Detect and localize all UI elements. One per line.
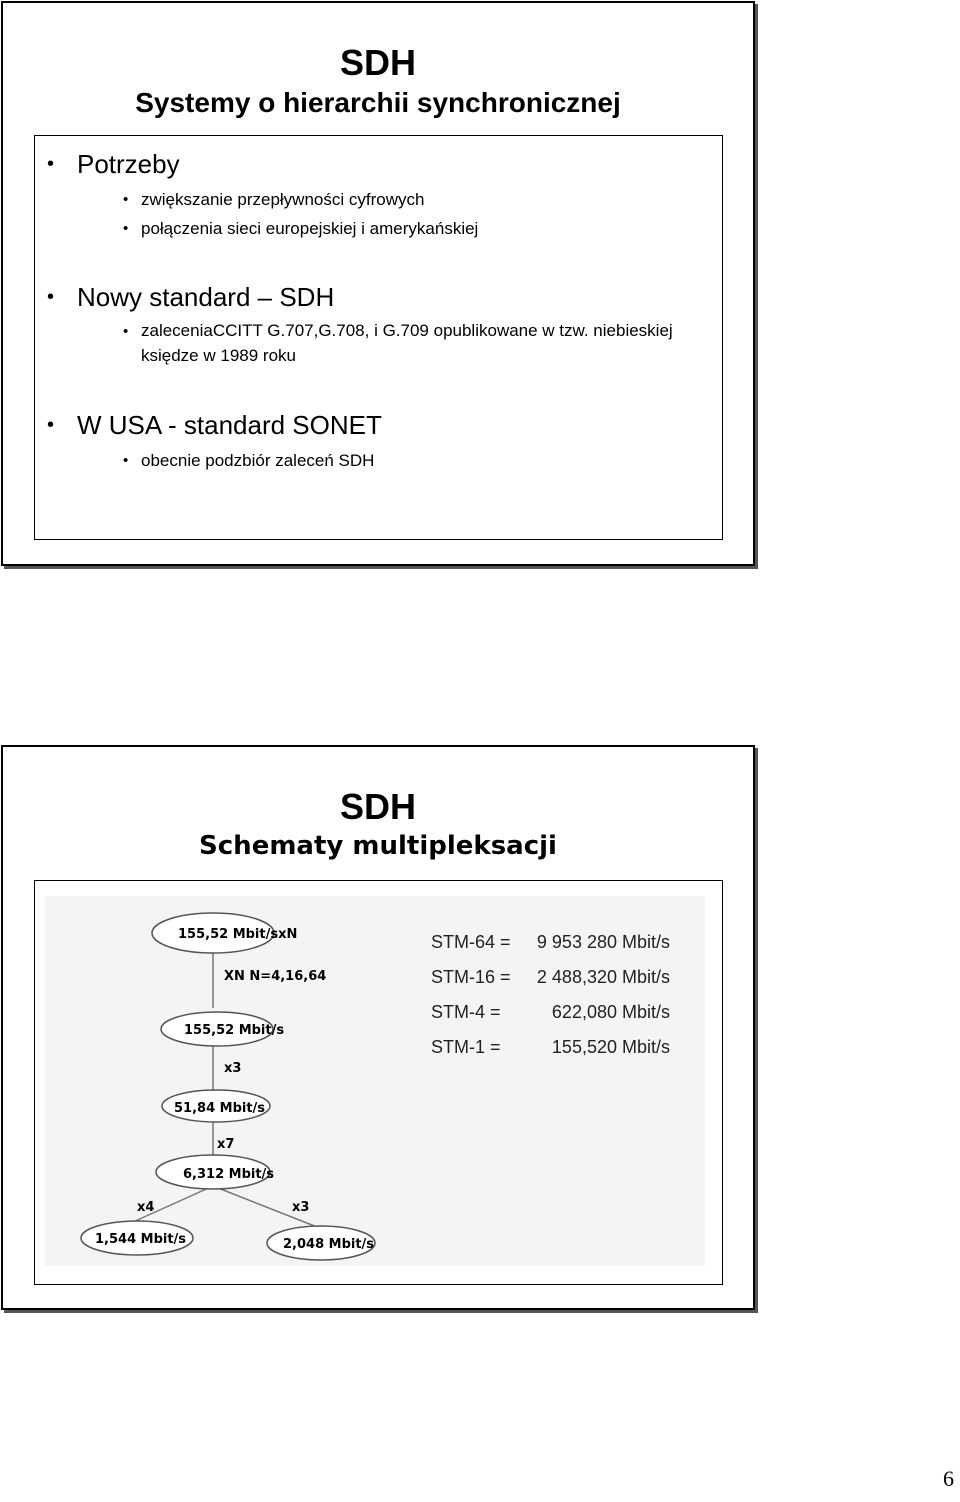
multiplexing-diagram <box>45 896 705 1266</box>
node-label: 51,84 Mbit/s <box>174 1101 266 1116</box>
slide-subtitle: Schematy multipleksacji <box>199 831 557 861</box>
stm-rate: 622,080 Mbit/s <box>551 1002 670 1022</box>
edge-label: x7 <box>217 1137 235 1152</box>
stm-rate: 2 488,320 Mbit/s <box>536 967 670 987</box>
slide-title: SDH <box>339 786 416 827</box>
multiplexing-tree <box>45 896 705 1266</box>
edge-label: XN N=4,16,64 <box>224 969 327 984</box>
stm-level: STM-64 = <box>431 932 511 952</box>
slide-title: SDH <box>339 42 416 83</box>
edge-label: x4 <box>137 1200 155 1215</box>
edge-label: x3 <box>292 1200 310 1215</box>
content-box: Potrzeby zwiększanie przepływności cyfrowych połączenia sieci europejskiej i amerykańskiej Nowy standard – SDH zaleceniaCCITT G.707,G.708, i G.709 opublikowane w tzw. niebieskiej księdze w 1989 roku W USA - standard SONET obecnie podzbiór zaleceń SDH <box>34 135 723 540</box>
node-label: 6,312 Mbit/s <box>183 1167 275 1182</box>
bullet-item: zaleceniaCCITT G.707,G.708, i G.709 opublikowane w tzw. niebieskiej księdze w 1989 roku <box>141 321 673 365</box>
page-number: 6 <box>943 1466 954 1491</box>
content-box <box>34 880 723 1285</box>
node-label: 155,52 Mbit/sxN <box>178 927 298 942</box>
slide-sdh-systems <box>1 1 755 566</box>
slide-subtitle: Systemy o hierarchii synchronicznej <box>135 87 621 118</box>
stm-level: STM-4 = <box>431 1002 501 1022</box>
stm-level: STM-1 = <box>431 1037 501 1057</box>
stm-rate: 9 953 280 Mbit/s <box>536 932 670 952</box>
slide-multiplexing-schemes <box>1 745 755 1310</box>
stm-level: STM-16 = <box>431 967 511 987</box>
node-label: 1,544 Mbit/s <box>95 1232 187 1247</box>
node-label: 155,52 Mbit/s <box>184 1023 285 1038</box>
stm-rate: 155,520 Mbit/s <box>551 1037 670 1057</box>
node-label: 2,048 Mbit/s <box>283 1237 375 1252</box>
edge-label: x3 <box>224 1061 242 1076</box>
